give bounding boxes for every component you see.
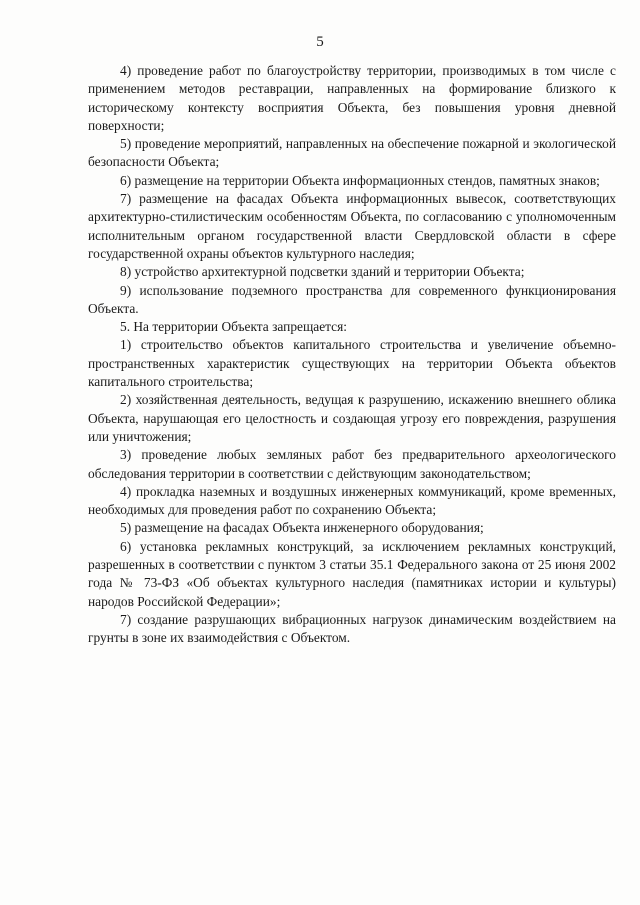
paragraph-item-6-info-stands: 6) размещение на территории Объекта информационных стендов, памятных знаков; (120, 172, 600, 188)
paragraph-item-9-underground: 9) использование подземного пространства для современного функционирования Объекта. (88, 282, 616, 316)
page-number: 5 (316, 34, 324, 50)
paragraph-item-4-landscaping: 4) проведение работ по благоустройству территории, производимых в том числе с применением методов реставрации, направленных на формирование близкого к историческому контексту восприятия Объекта, без повышения уровня дневной поверхности; (88, 63, 616, 133)
prohibited-item-1-construction: 1) строительство объектов капитального строительства и увеличение объемно-пространственных характеристик существующих на территории Объекта объектов капитального строительства; (88, 337, 616, 390)
prohibited-item-6-advertising: 6) установка рекламных конструкций, за исключением рекламных конструкций, разрешенных в соответствии с пунктом 3 статьи 35.1 Федерального закона от 25 июня 2002 года № 73-ФЗ «Об объектах культурного наследия (памятниках истории и культуры) народов Российской Федерации»; (88, 538, 616, 609)
prohibited-item-7-vibration: 7) создание разрушающих вибрационных нагрузок динамическим воздействием на грунты в зоне их взаимодействия с Объектом. (88, 611, 616, 646)
prohibited-item-4-utilities: 4) прокладка наземных и воздушных инженерных коммуникаций, кроме временных, необходимых для проведения работ по сохранению Объекта; (88, 483, 616, 518)
paragraph-item-8-lighting: 8) устройство архитектурной подсветки зданий и территории Объекта; (120, 264, 525, 280)
section-heading-prohibited: 5. На территории Объекта запрещается: (120, 319, 347, 335)
prohibited-item-2-economic-activity: 2) хозяйственная деятельность, ведущая к разрушению, искажению внешнего облика Объекта, нарушающая его целостность и создающая угрозу его повреждения, разрушения или уничтожения; (88, 392, 616, 444)
paragraph-item-7-signage: 7) размещение на фасадах Объекта информационных вывесок, соответствующих архитектурно-стилистическим особенностям Объекта, по согласованию с уполномоченным исполнительным органом государственной власти Свердловской области в сфере государственной охраны объектов культурного наследия; (88, 191, 616, 261)
paragraph-item-5-fire-safety: 5) проведение мероприятий, направленных на обеспечение пожарной и экологической безопасности Объекта; (88, 136, 616, 170)
document-body (88, 62, 616, 648)
prohibited-item-5-facade-equipment: 5) размещение на фасадах Объекта инженерного оборудования; (120, 520, 484, 536)
prohibited-item-3-earthworks: 3) проведение любых земляных работ без предварительного археологического обследования территории в соответствии с действующим законодательством; (88, 447, 616, 481)
